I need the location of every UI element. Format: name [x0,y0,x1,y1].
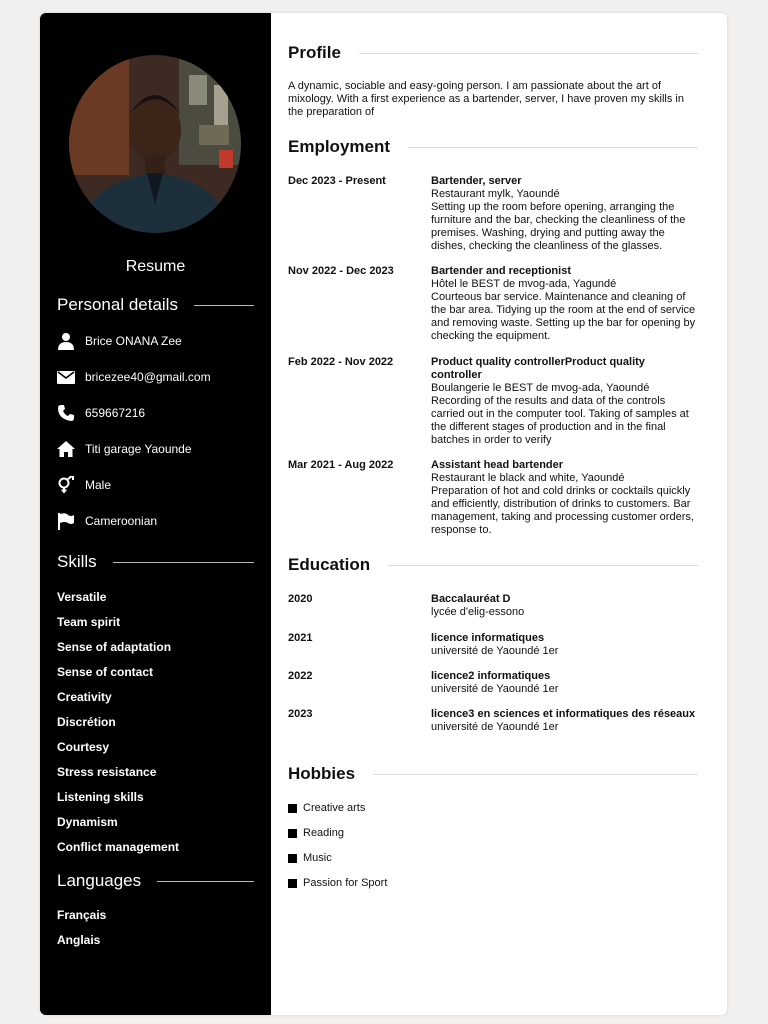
employment-title: Assistant head bartender [431,459,564,471]
bullet-square-icon [288,854,297,863]
profile-heading [288,43,698,63]
education-year: 2022 [288,670,313,682]
personal-name-text: Brice ONANA Zee [85,334,182,348]
skill-item: Versatile [57,590,107,604]
personal-name [57,332,182,350]
skills-heading [57,552,254,572]
heading-divider [388,565,698,566]
education-year: 2021 [288,632,313,644]
employment-title: Product quality controllerProduct quality controller [431,356,645,381]
hobby-text: Reading [303,827,344,839]
personal-nationality-text: Cameroonian [85,514,158,528]
skill-item: Stress resistance [57,765,157,779]
language-item: Français [57,908,107,922]
education-school: université de Yaoundé 1er [431,721,559,733]
personal-gender [57,476,111,494]
hobby-item [288,852,332,864]
profile-text: A dynamic, sociable and easy-going person. I am passionate about the art of mixology. With a first experience as a bartender, server, I have proven my skills in the preparation of [288,80,684,118]
hobby-text: Passion for Sport [303,877,388,889]
phone-icon [57,404,75,422]
heading-divider [373,774,698,775]
hobby-item [288,877,387,889]
resume-page [40,13,727,1015]
home-icon [57,440,75,458]
employment-description: Recording of the results and data of the controls carried out in the computer tool. Taking of samples at the different stages of production and in the final batches in order to verify [431,395,689,446]
skills-heading-text: Skills [57,552,97,571]
education-heading [288,555,698,575]
education-year: 2020 [288,593,313,605]
education-school: lycée d'elig-essono [431,606,525,618]
education-heading-text: Education [288,555,371,574]
hobbies-heading-text: Hobbies [288,764,356,783]
personal-address [57,440,192,458]
employment-title: Bartender and receptionist [431,265,571,277]
employment-heading [288,137,698,157]
gender-icon [57,476,75,494]
personal-email-text[interactable]: bricezee40@gmail.com [85,370,211,384]
personal-phone [57,404,145,422]
skill-item: Sense of adaptation [57,640,172,654]
bullet-square-icon [288,829,297,838]
hobby-item [288,802,365,814]
hobbies-heading [288,764,698,784]
education-title: licence3 en sciences et informatiques des réseaux [431,708,696,720]
person-icon [57,332,75,350]
heading-divider [194,305,254,306]
language-item: Anglais [57,933,101,947]
employment-place: Restaurant mylk, Yaoundé [431,188,560,200]
bullet-square-icon [288,804,297,813]
education-school: université de Yaoundé 1er [431,683,559,695]
employment-description: Setting up the room before opening, arranging the furniture and the bar, checking the cleanliness of the premises. Washing, drying and putting away the dishes, checking the cleanliness of the glasses. [431,201,686,252]
profile-heading-text: Profile [288,43,341,62]
personal-gender-text: Male [85,478,112,492]
employment-title: Bartender, server [431,175,522,187]
employment-place: Hôtel le BEST de mvog-ada, Yagundé [431,278,617,290]
employment-date: Dec 2023 - Present [288,175,386,187]
skill-item: Discrétion [57,715,116,729]
personal-email [57,368,211,386]
heading-divider [408,147,698,148]
hobby-text: Creative arts [303,802,366,814]
languages-heading [57,871,254,891]
education-school: université de Yaoundé 1er [431,645,559,657]
resume-title: Resume [125,258,186,275]
heading-divider [113,562,254,563]
heading-divider [157,881,254,882]
sidebar [40,13,271,1015]
skill-item: Courtesy [57,740,110,754]
skill-item: Dynamism [57,815,118,829]
employment-description: Preparation of hot and cold drinks or cocktails quickly and efficiently, distribution of drinks to customers. Bar management, taking and processing customer orders, response to. [431,485,694,536]
employment-date: Feb 2022 - Nov 2022 [288,356,394,368]
employment-date: Nov 2022 - Dec 2023 [288,265,394,277]
personal-address-text: Titi garage Yaounde [85,442,192,456]
heading-divider [359,53,698,54]
flag-icon [57,512,75,530]
education-title: licence2 informatiques [431,670,551,682]
education-title: licence informatiques [431,632,545,644]
profile-photo [69,55,241,233]
languages-heading-text: Languages [57,871,142,890]
skill-item: Team spirit [57,615,121,629]
personal-details-heading [57,295,254,315]
skill-item: Conflict management [57,840,180,854]
personal-details-heading-text: Personal details [57,295,178,314]
bullet-square-icon [288,879,297,888]
employment-date: Mar 2021 - Aug 2022 [288,459,394,471]
education-title: Baccalauréat D [431,593,511,605]
personal-phone-text: 659667216 [85,406,146,420]
personal-nationality [57,512,157,530]
employment-description: Courteous bar service. Maintenance and cleaning of the bar area. Tidying up the room at the end of service and removing waste. Setting up the bar for opening by checking the equipment. [431,291,696,342]
employment-heading-text: Employment [288,137,391,156]
employment-place: Boulangerie le BEST de mvog-ada, Yaoundé [431,382,650,394]
skill-item: Sense of contact [57,665,154,679]
hobby-item [288,827,344,839]
envelope-icon [57,368,75,386]
education-year: 2023 [288,708,313,720]
skill-item: Creativity [57,690,112,704]
employment-place: Restaurant le black and white, Yaoundé [431,472,625,484]
skill-item: Listening skills [57,790,144,804]
hobby-text: Music [303,852,332,864]
